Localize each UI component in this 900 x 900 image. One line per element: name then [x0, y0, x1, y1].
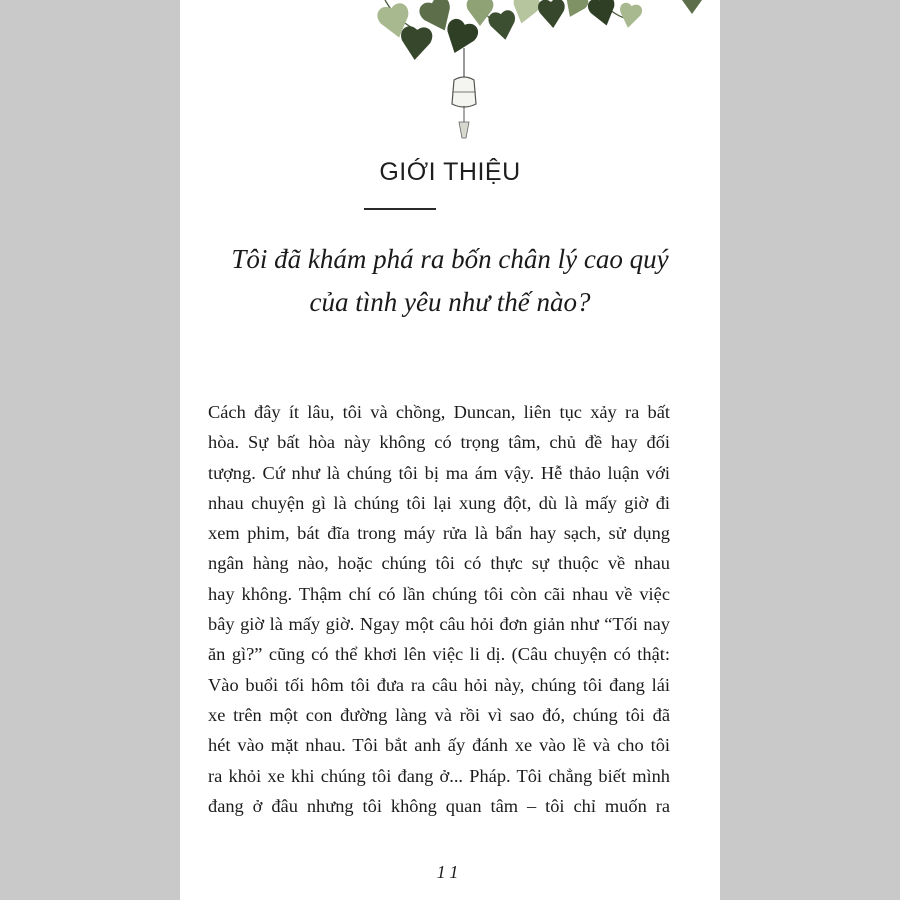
chapter-subtitle: [180, 238, 720, 324]
title-divider: [364, 208, 436, 210]
hanging-leaves-and-wind-chime-icon: [180, 0, 720, 150]
body-line: hét vào mặt nhau. Tôi bắt anh ấy đánh xe vào lề và cho tôi: [208, 735, 670, 756]
body-paragraph: [208, 397, 670, 821]
body-line: hay không. Thậm chí có lần chúng tôi còn cãi nhau về việc: [208, 583, 670, 604]
body-line: xem phim, bát đĩa trong máy rửa là bẩn hay sạch, sử dụng: [208, 523, 670, 544]
body-line: Cách đây ít lâu, tôi và chồng, Duncan, liên tục xảy ra bất: [208, 402, 670, 422]
subtitle-line: của tình yêu như thế nào?: [309, 287, 591, 317]
body-line: Vào buổi tối hôm tôi đưa ra câu hỏi này, chúng tôi đang lái: [208, 674, 670, 695]
subtitle-line: Tôi đã khám phá ra bốn chân lý cao quý: [231, 244, 669, 274]
body-line: ngân hàng nào, hoặc chúng tôi có thực sự thuộc về nhau: [208, 553, 670, 574]
page-number: 11: [436, 862, 464, 882]
body-line: nhau chuyện gì là chúng tôi lại xung đột, dù là mấy giờ đi: [208, 492, 670, 513]
body-line: bây giờ là mấy giờ. Ngay một câu hỏi đơn giản như “Tối nay: [208, 614, 670, 635]
body-line: xe trên một con đường làng và rồi vì sao đó, chúng tôi đã: [208, 704, 670, 725]
body-line: ra khỏi xe khi chúng tôi đang ở... Pháp. Tôi chẳng biết mình: [208, 765, 670, 786]
body-line: đang ở đâu nhưng tôi không quan tâm – tôi chỉ muốn ra: [208, 795, 670, 816]
body-line: hòa. Sự bất hòa này không có trọng tâm, chủ đề hay đối: [208, 432, 670, 453]
body-line: tượng. Cứ như là chúng tôi bị ma ám vậy. Hễ thảo luận với: [208, 462, 670, 483]
body-line: ăn gì?” cũng có thể khơi lên việc li dị. (Câu chuyện có thật:: [208, 644, 670, 665]
section-title: GIỚI THIỆU: [379, 158, 521, 186]
